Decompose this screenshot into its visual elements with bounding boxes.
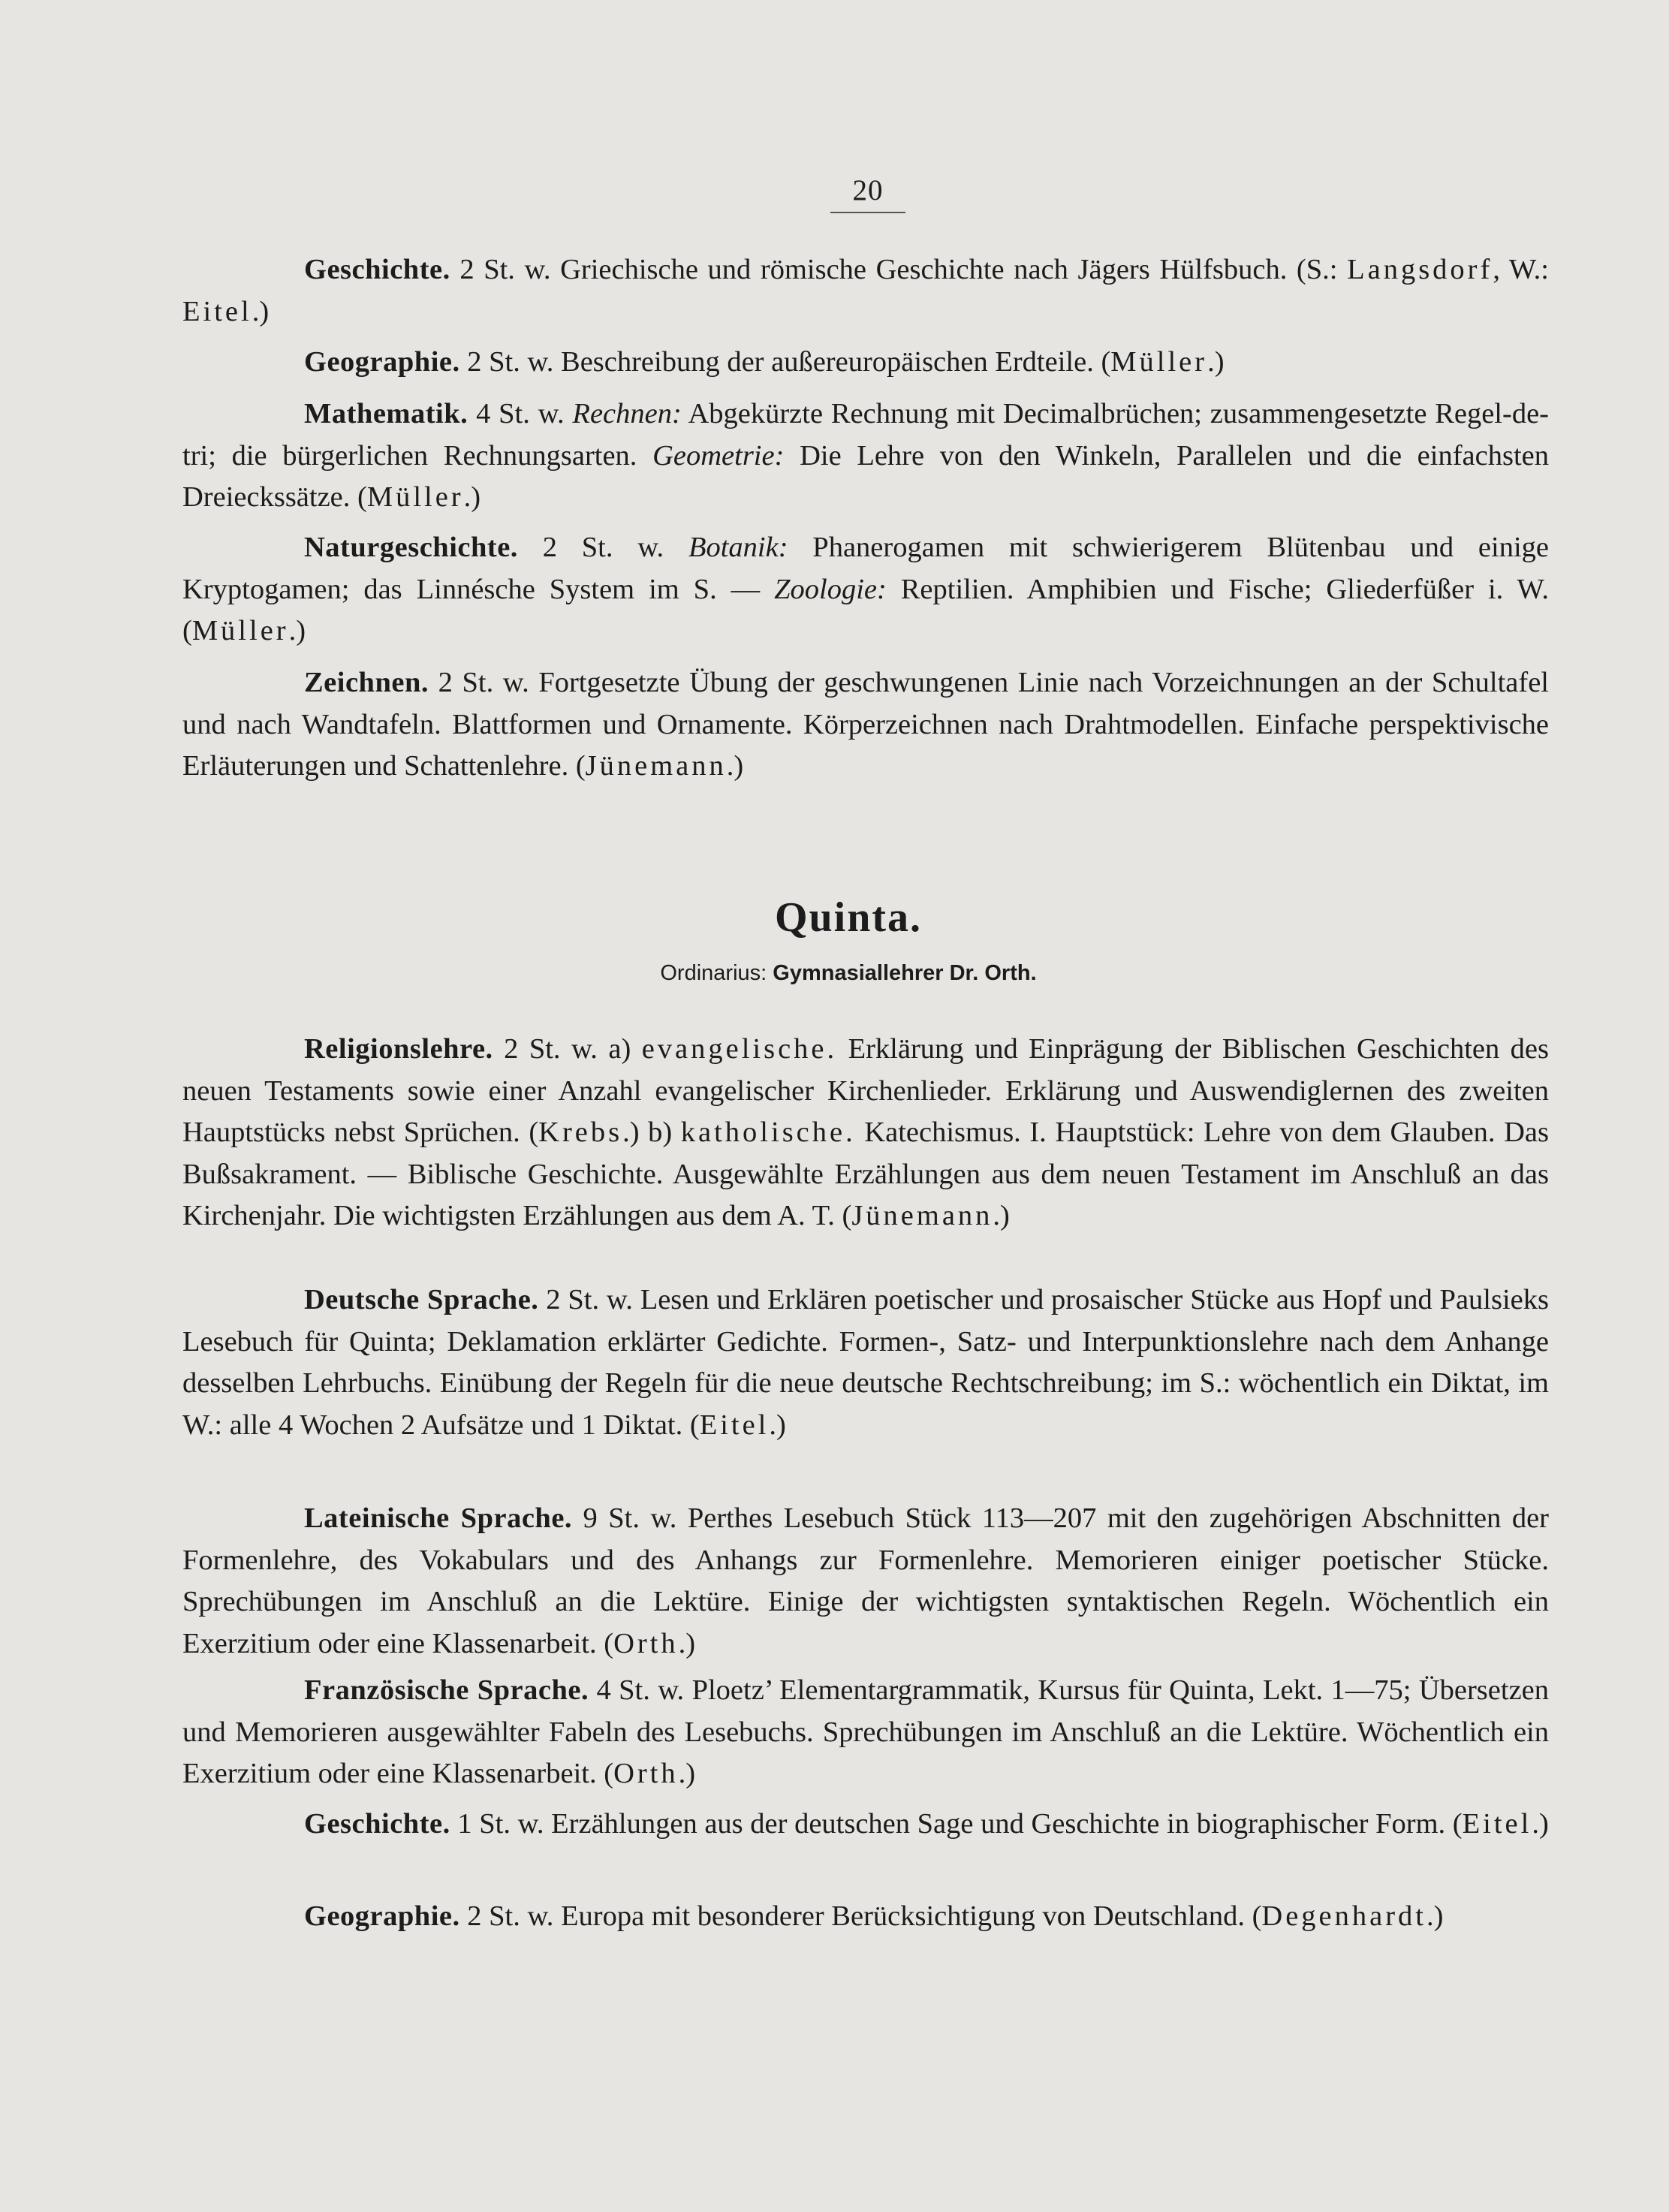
- topic-label: Rechnen:: [572, 398, 682, 429]
- body-text: 2 St. w. Griechische und römische Geschichte nach Jägers Hülfsbuch. (S.:: [450, 254, 1348, 285]
- body-text: 9 St. w. Perthes Lesebuch Stück 113—207 mit den zugehörigen Abschnitten der Formenlehre, des Vokabulars und des Anhangs zur Formenlehre. Memorieren einiger poetischer Stücke. Sprechübungen im Anschluß an die Lektüre. Einige der wichtigsten syntaktischen Regeln. Wöchentlich ein Exerzitium oder eine Klassenarbeit. (: [182, 1502, 1550, 1659]
- body-text: .): [678, 1627, 696, 1659]
- teacher-name: evangelische.: [641, 1033, 838, 1065]
- body-text: .): [678, 1758, 696, 1789]
- topic-label: Geometrie:: [652, 439, 785, 472]
- body-text: 1 St. w. Erzählungen aus der deutschen Sage und Geschichte in biographischer Form. (: [450, 1808, 1463, 1840]
- teacher-name: katholische.: [680, 1117, 856, 1148]
- teacher-name: Eitel: [1462, 1808, 1532, 1840]
- body-text: .): [993, 1200, 1010, 1231]
- subject-title: Geographie.: [304, 1900, 460, 1932]
- topic-label: Zoologie:: [774, 573, 887, 605]
- teacher-name: Orth: [613, 1758, 679, 1789]
- quinta-section-deutsche-sprache: [182, 1279, 1549, 1446]
- teacher-name: Müller: [1110, 346, 1208, 378]
- subject-title: Naturgeschichte.: [304, 532, 518, 563]
- ordinarius-line: [496, 958, 1201, 988]
- body-text: .) b): [622, 1117, 681, 1148]
- body-text: .): [1207, 346, 1225, 378]
- body-text: 2 St. w. a): [493, 1033, 642, 1065]
- teacher-name: Müller: [366, 481, 464, 513]
- subject-title: Zeichnen.: [304, 667, 429, 698]
- body-text: .): [769, 1409, 786, 1441]
- quarta-section-mathematik: [182, 393, 1549, 519]
- body-text: 4 St. w. Ploetz’ Elementargrammatik, Kursus für Quinta, Lekt. 1—75; Übersetzen und Memorieren ausgewählter Fabeln des Lesebuchs. Sprechübungen im Anschluß an die Lektüre. Wöchentlich ein Exerzitium oder eine Klassenarbeit. (: [182, 1674, 1550, 1789]
- body-text: 2 St. w. Beschreibung der außereuropäischen Erdteile. (: [459, 346, 1111, 378]
- teacher-name: Müller: [191, 615, 289, 646]
- subject-title: Religionslehre.: [304, 1033, 493, 1065]
- teacher-name: Jünemann: [851, 1200, 993, 1231]
- body-text: .): [1532, 1808, 1549, 1840]
- body-text: Die Lehre von den Winkeln, Parallelen und die einfachsten Dreieckssätze. (: [182, 439, 1549, 513]
- subject-title: Deutsche Sprache.: [304, 1284, 539, 1315]
- teacher-name: Degenhardt: [1261, 1900, 1426, 1932]
- class-heading-quinta: Quinta.: [774, 894, 923, 941]
- body-text: 2 St. w.: [517, 532, 688, 563]
- ordinarius-label: Ordinarius:: [660, 961, 767, 985]
- body-text: 2 St. w. Europa mit besonderer Berücksichtigung von Deutschland. (: [459, 1900, 1262, 1932]
- body-text: Abgekürzte Rechnung mit Decimalbrüchen; zusammengesetzte Regel-de-tri; die bürgerlichen Rechnungsarten.: [182, 398, 1549, 472]
- body-text: 2 St. w. Fortgesetzte Übung der geschwungenen Linie nach Vorzeichnungen an der Schultafel und nach Wandtafeln. Blattformen und Ornamente. Körperzeichnen nach Drahtmodellen. Einfache perspektivische Erläuterungen und Schattenlehre. (: [182, 667, 1549, 782]
- body-text: .): [288, 615, 306, 646]
- subject-title: Lateinische Sprache.: [304, 1502, 573, 1534]
- body-text: .): [726, 750, 744, 782]
- subject-title: Geschichte.: [304, 1808, 450, 1840]
- page-number-ornament: [830, 212, 905, 213]
- quinta-section-lateinische-sprache: [182, 1498, 1549, 1665]
- body-text: .): [1426, 1900, 1444, 1932]
- teacher-name: Langsdorf: [1347, 254, 1493, 285]
- quinta-section-geschichte: [182, 1804, 1549, 1846]
- subject-title: Mathematik.: [304, 398, 468, 429]
- body-text: .): [252, 295, 270, 327]
- ordinarius-name: Gymnasiallehrer Dr. Orth.: [773, 961, 1037, 985]
- quinta-section-franzoesische-sprache: [182, 1670, 1549, 1795]
- teacher-name: Eitel: [699, 1409, 770, 1441]
- teacher-name: Krebs: [538, 1117, 623, 1148]
- subject-title: Geschichte.: [304, 254, 450, 285]
- quarta-section-naturgeschichte: [182, 527, 1549, 652]
- quarta-section-geographie: [182, 342, 1549, 384]
- body-text: .): [463, 481, 481, 513]
- quarta-section-geschichte: [182, 249, 1549, 333]
- quinta-section-geographie: [182, 1896, 1549, 1938]
- topic-label: Botanik:: [688, 532, 788, 563]
- teacher-name: Jünemann: [585, 750, 727, 782]
- teacher-name: Orth: [613, 1627, 679, 1659]
- body-text: , W.:: [1493, 254, 1549, 285]
- page-number: 20: [852, 174, 884, 206]
- body-text: 2 St. w. Lesen und Erklären poetischer und prosaischer Stücke aus Hopf und Paulsieks Lesebuch für Quinta; Deklamation erklärter Gedichte. Formen-, Satz- und Interpunktionslehre nach dem Anhange desselben Lehrbuchs. Einübung der Regeln für die neue deutsche Rechtschreibung; im S.: wöchentlich ein Diktat, im W.: alle 4 Wochen 2 Aufsätze und 1 Diktat. (: [182, 1284, 1550, 1441]
- body-text: 4 St. w.: [468, 398, 573, 429]
- quinta-section-religionslehre: [182, 1029, 1549, 1237]
- body-text: Reptilien. Amphibien und Fische; Gliederfüßer i. W. (: [182, 573, 1549, 646]
- teacher-name: Eitel: [182, 295, 252, 327]
- body-text: Phanerogamen mit schwierigerem Blütenbau und einige Kryptogamen; das Linnésche System im S. —: [182, 532, 1549, 605]
- body-text: Erklärung und Einprägung der Biblischen Geschichten des neuen Testaments sowie einer Anzahl evangelischer Kirchenlieder. Erklärung und Auswendiglernen des zweiten Hauptstücks nebst Sprüchen. (: [182, 1033, 1549, 1148]
- quarta-section-zeichnen: [182, 662, 1549, 788]
- subject-title: Französische Sprache.: [304, 1674, 589, 1706]
- body-text: Katechismus. I. Hauptstück: Lehre von dem Glauben. Das Bußsakrament. — Biblische Geschichte. Ausgewählte Erzählungen aus dem neuen Testament im Anschluß an das Kirchenjahr. Die wichtigsten Erzählungen aus dem A. T. (: [182, 1117, 1549, 1231]
- subject-title: Geographie.: [304, 346, 460, 378]
